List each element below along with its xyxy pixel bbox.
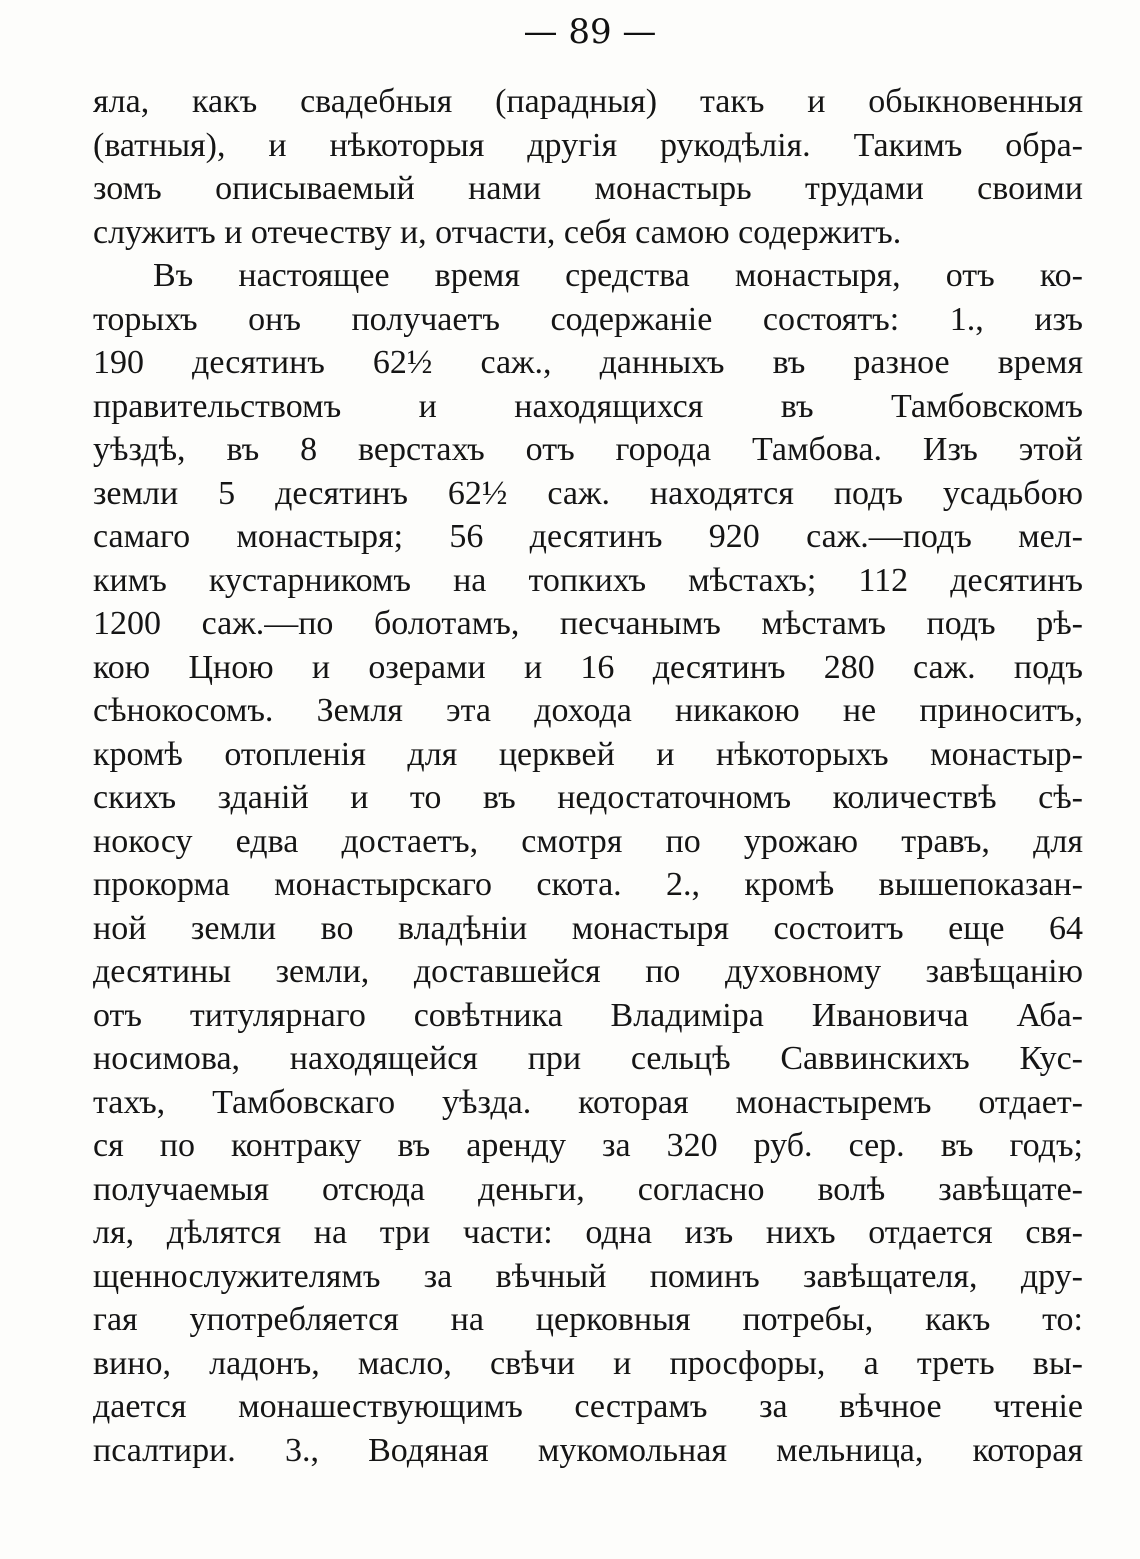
text-line: гая употребляется на церковныя потребы, какъ то: — [93, 1301, 1083, 1338]
text-line: торыхъ онъ получаетъ содержаніе состоятъ: 1., изъ — [93, 300, 1083, 338]
text-line: носимова, находящейся при сельцѣ Саввинскихъ Кус- — [93, 1040, 1083, 1077]
text-line: тахъ, Тамбовскаго уѣзда. которая монастыремъ отдает- — [93, 1083, 1083, 1121]
paragraph-start-line: Въ настоящее время средства монастыря, отъ ко- — [153, 257, 1083, 294]
text-line: ля, дѣлятся на три части: одна изъ нихъ отдается свя- — [93, 1214, 1083, 1251]
text-line: кою Цною и озерами и 16 десятинъ 280 саж. подъ — [93, 648, 1083, 686]
text-line: получаемыя отсюда деньги, согласно волѣ завѣщате- — [93, 1170, 1083, 1208]
text-line: ной земли во владѣніи монастыря состоитъ еще 64 — [93, 909, 1083, 947]
text-line: псалтири. 3., Водяная мукомольная мельница, которая — [93, 1431, 1083, 1469]
text-line: (ватныя), и нѣкоторыя другія рукодѣлія. Такимъ обра- — [93, 126, 1083, 164]
body-text — [93, 80, 1083, 1472]
text-line: уѣздѣ, въ 8 верстахъ отъ города Тамбова. Изъ этой — [93, 431, 1083, 468]
text-line: отъ титулярнаго совѣтника Владиміра Ивановича Аба- — [93, 996, 1083, 1034]
text-line: дается монашествующимъ сестрамъ за вѣчное чтеніе — [93, 1388, 1083, 1425]
text-line: 190 десятинъ 62½ саж., данныхъ въ разное время — [93, 344, 1083, 381]
text-line: прокорма монастырскаго скота. 2., кромѣ вышепоказан- — [93, 866, 1083, 903]
text-line: сѣнокосомъ. Земля эта дохода никакою не приноситъ, — [93, 692, 1083, 729]
text-line: скихъ зданій и то въ недостаточномъ количествѣ сѣ- — [93, 779, 1083, 816]
text-line: яла, какъ свадебныя (парадныя) такъ и обыкновенныя — [93, 83, 1083, 120]
text-line: щеннослужителямъ за вѣчный поминъ завѣщателя, дру- — [93, 1257, 1083, 1295]
text-line: десятины земли, доставшейся по духовному завѣщанію — [93, 953, 1083, 990]
page-number: — 89 — — [523, 12, 657, 52]
text-line: 1200 саж.—по болотамъ, песчанымъ мѣстамъ подъ рѣ- — [93, 605, 1083, 642]
text-line: кромѣ отопленія для церквей и нѣкоторыхъ монастыр- — [93, 735, 1083, 773]
text-line: нокосу едва достаетъ, смотря по урожаю травъ, для — [93, 822, 1083, 860]
text-line: самаго монастыря; 56 десятинъ 920 саж.—подъ мел- — [93, 518, 1083, 555]
text-line: зомъ описываемый нами монастырь трудами своими — [93, 170, 1083, 207]
text-line: ся по контраку въ аренду за 320 руб. сер. въ годъ; — [93, 1127, 1083, 1164]
text-line: кимъ кустарникомъ на топкихъ мѣстахъ; 112 десятинъ — [93, 561, 1083, 599]
text-line: служитъ и отечеству и, отчасти, себя самою содержитъ. — [93, 213, 902, 251]
text-line: вино, ладонъ, масло, свѣчи и просфоры, а треть вы- — [93, 1344, 1083, 1382]
text-line: правительствомъ и находящихся въ Тамбовскомъ — [93, 387, 1083, 425]
text-line: земли 5 десятинъ 62½ саж. находятся подъ усадьбою — [93, 474, 1083, 512]
